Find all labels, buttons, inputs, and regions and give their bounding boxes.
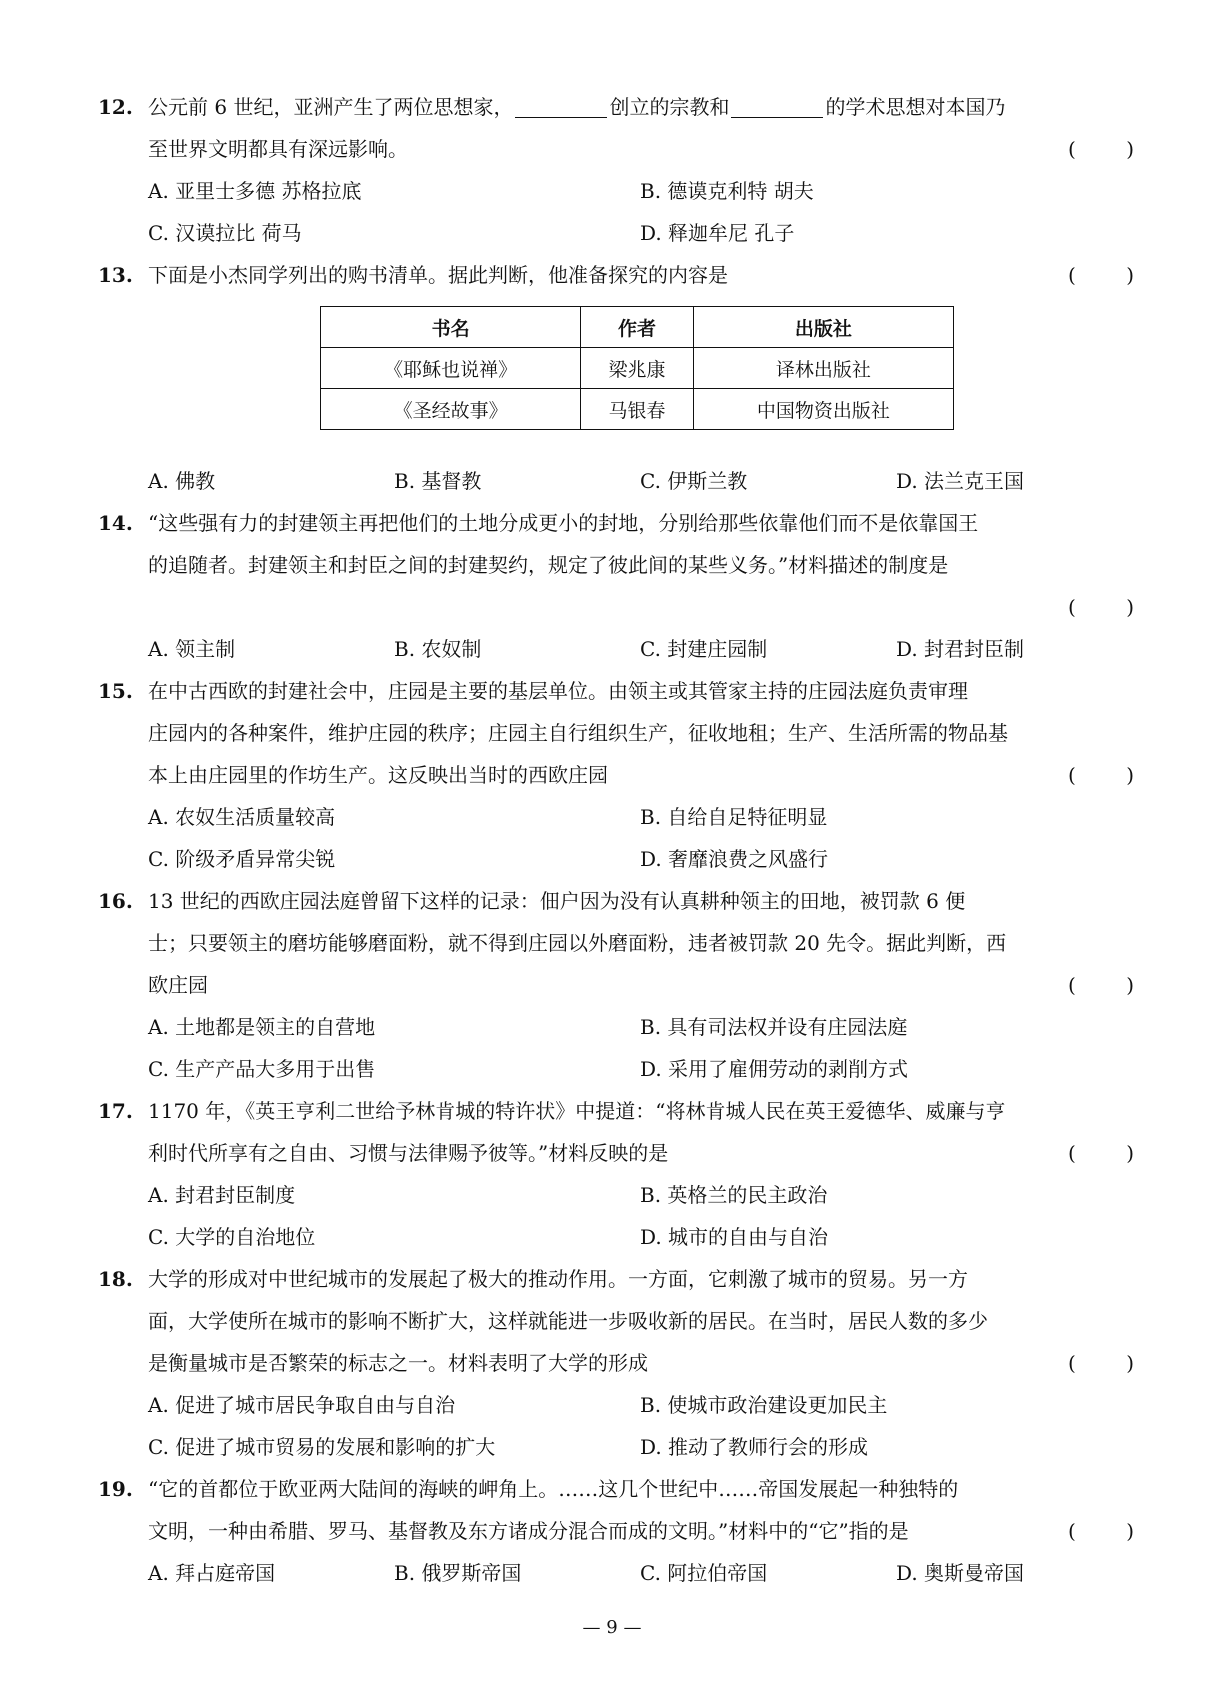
question-12 [98,86,1134,254]
answer-parentheses: ( ) [1068,1351,1134,1375]
option-row [98,1174,1134,1216]
table-header: 作者 [581,307,694,348]
question-18 [98,1258,1134,1468]
option-a: A. 拜占庭帝国 [148,1561,276,1585]
question-13-options [98,460,1134,502]
option-c: C. 封建庄园制 [640,637,768,661]
option-row [98,1384,1134,1426]
table-cell: 马银春 [581,389,694,430]
table-cell: 梁兆康 [581,348,694,389]
option-d: D. 城市的自由与自治 [640,1225,829,1249]
question-text: 至世界文明都具有深远影响。 [148,137,408,161]
question-text: 创立的宗教和 [609,95,730,119]
answer-parentheses: ( ) [1068,763,1134,787]
question-number: 15. [98,679,133,703]
option-d: D. 释迦牟尼 孔子 [640,221,795,245]
option-d: D. 法兰克王国 [896,469,1025,493]
question-text: 本上由庄园里的作坊生产。这反映出当时的西欧庄园 [148,763,608,787]
option-d: D. 封君封臣制 [896,637,1025,661]
option-b: B. 德谟克利特 胡夫 [640,179,814,203]
option-b: B. 自给自足特征明显 [640,805,828,829]
table-header: 出版社 [693,307,953,348]
option-row [98,170,1134,212]
question-number: 16. [98,889,133,913]
fill-blank [515,93,607,118]
question-15 [98,670,1134,880]
option-b: B. 具有司法权并设有庄园法庭 [640,1015,908,1039]
answer-parentheses: ( ) [1068,263,1134,287]
question-text: “这些强有力的封建领主再把他们的土地分成更小的封地，分别给那些依靠他们而不是依靠国王 [148,511,979,535]
option-c: C. 阿拉伯帝国 [640,1561,768,1585]
option-d: D. 采用了雇佣劳动的剥削方式 [640,1057,909,1081]
question-14 [98,502,1134,670]
table-cell: 《圣经故事》 [321,389,581,430]
question-text: 的追随者。封建领主和封臣之间的封建契约，规定了彼此间的某些义务。”材料描述的制度是 [148,553,949,577]
option-row [98,1048,1134,1090]
option-d: D. 奥斯曼帝国 [896,1561,1025,1585]
question-text: 大学的形成对中世纪城市的发展起了极大的推动作用。一方面，它刺激了城市的贸易。另一方 [148,1267,968,1291]
table-header: 书名 [321,307,581,348]
question-text: “它的首都位于欧亚两大陆间的海峡的岬角上。……这几个世纪中……帝国发展起一种独特的 [148,1477,959,1501]
question-number: 13. [98,263,133,287]
table-cell: 译林出版社 [693,348,953,389]
option-a: A. 土地都是领主的自营地 [148,1015,376,1039]
table-header-row [321,307,954,348]
option-c: C. 伊斯兰教 [640,469,748,493]
question-text: 面，大学使所在城市的影响不断扩大，这样就能进一步吸收新的居民。在当时，居民人数的多少 [148,1309,988,1333]
option-a: A. 封君封臣制度 [148,1183,296,1207]
question-text: 13 世纪的西欧庄园法庭曾留下这样的记录：佃户因为没有认真耕种领主的田地，被罚款 6 便 [148,889,966,913]
option-b: B. 英格兰的民主政治 [640,1183,828,1207]
option-a: A. 农奴生活质量较高 [148,805,336,829]
question-text: 在中古西欧的封建社会中，庄园是主要的基层单位。由领主或其管家主持的庄园法庭负责审理 [148,679,968,703]
option-d: D. 推动了教师行会的形成 [640,1435,869,1459]
answer-parentheses: ( ) [1068,1141,1134,1165]
option-row [98,628,1134,670]
answer-parentheses: ( ) [1068,973,1134,997]
question-number: 19. [98,1477,133,1501]
option-d: D. 奢靡浪费之风盛行 [640,847,829,871]
option-c: C. 促进了城市贸易的发展和影响的扩大 [148,1435,496,1459]
table-cell: 《耶稣也说禅》 [321,348,581,389]
question-17 [98,1090,1134,1258]
option-row [98,796,1134,838]
question-text: 下面是小杰同学列出的购书清单。据此判断，他准备探究的内容是 [148,263,728,287]
question-text: 1170 年，《英王亨利二世给予林肯城的特许状》中提道：“将林肯城人民在英王爱德华、威廉与亨 [148,1099,1006,1123]
question-text: 是衡量城市是否繁荣的标志之一。材料表明了大学的形成 [148,1351,648,1375]
question-16 [98,880,1134,1090]
option-row [98,1426,1134,1468]
question-number: 12. [98,95,133,119]
option-c: C. 阶级矛盾异常尖锐 [148,847,336,871]
option-a: A. 亚里士多德 苏格拉底 [148,179,362,203]
option-c: C. 生产产品大多用于出售 [148,1057,376,1081]
option-row [98,1552,1134,1594]
option-row [98,1216,1134,1258]
page-number: — 9 — [582,1617,642,1638]
question-text: 士；只要领主的磨坊能够磨面粉，就不得到庄园以外磨面粉，违者被罚款 20 先令。据此判断，西 [148,931,1007,955]
question-text: 公元前 6 世纪，亚洲产生了两位思想家， [148,95,514,119]
question-text: 庄园内的各种案件，维护庄园的秩序；庄园主自行组织生产，征收地租；生产、生活所需的物品基 [148,721,1008,745]
option-a: A. 领主制 [148,637,236,661]
question-number: 18. [98,1267,133,1291]
option-a: A. 促进了城市居民争取自由与自治 [148,1393,456,1417]
question-text: 利时代所享有之自由、习惯与法律赐予彼等。”材料反映的是 [148,1141,669,1165]
option-c: C. 大学的自治地位 [148,1225,316,1249]
table-row [321,389,954,430]
option-a: A. 佛教 [148,469,216,493]
option-c: C. 汉谟拉比 荷马 [148,221,302,245]
option-b: B. 使城市政治建设更加民主 [640,1393,888,1417]
question-19 [98,1468,1134,1594]
book-list-table [320,306,954,430]
option-b: B. 农奴制 [394,637,482,661]
option-b: B. 俄罗斯帝国 [394,1561,522,1585]
answer-parentheses: ( ) [1068,1519,1134,1543]
question-number: 17. [98,1099,133,1123]
question-number: 14. [98,511,133,535]
answer-parentheses: ( ) [1068,595,1134,619]
question-text: 的学术思想对本国乃 [825,95,1006,119]
question-13 [98,254,1134,296]
option-b: B. 基督教 [394,469,482,493]
table-cell: 中国物资出版社 [693,389,953,430]
fill-blank [731,93,823,118]
option-row [98,212,1134,254]
table-row [321,348,954,389]
answer-parentheses: ( ) [1068,137,1134,161]
option-row [98,838,1134,880]
question-text: 文明，一种由希腊、罗马、基督教及东方诸成分混合而成的文明。”材料中的“它”指的是 [148,1519,909,1543]
question-text: 欧庄园 [148,973,208,997]
option-row [98,460,1134,502]
option-row [98,1006,1134,1048]
